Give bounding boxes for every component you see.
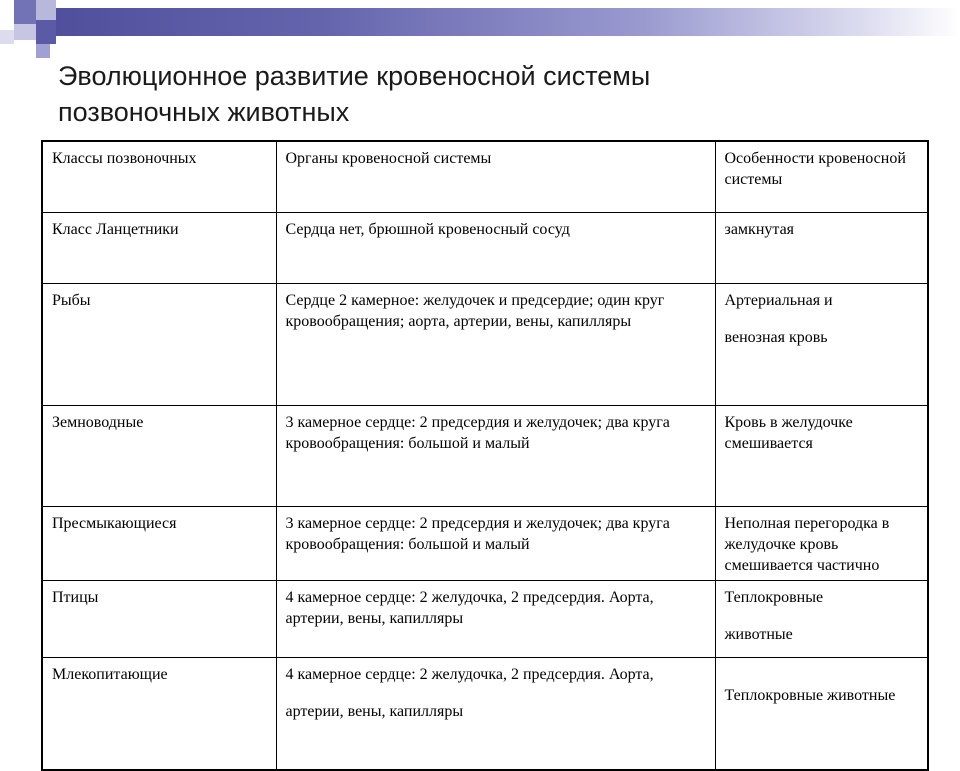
header-cell: Особенности кровеносной системы	[715, 141, 928, 213]
table-row	[42, 406, 928, 507]
features-cell	[715, 581, 928, 658]
class-cell: Млекопитающие	[42, 658, 276, 771]
features-cell: Неполная перегородка в желудочке кровь смешивается частично	[715, 507, 928, 581]
features-cell: Кровь в желудочке смешивается	[715, 406, 928, 507]
decor-square	[14, 24, 36, 40]
decor-square	[36, 44, 50, 58]
decor-square	[36, 0, 56, 20]
features-line: животные	[724, 626, 793, 643]
class-cell: Класс Ланцетники	[42, 213, 276, 284]
organs-line: 4 камерное сердце: 2 желудочка, 2 предсердия. Аорта,	[285, 666, 654, 683]
organs-cell: 3 камерное сердце: 2 предсердия и желудочек; два круга кровообращения: большой и малый	[276, 406, 715, 507]
header-cell: Органы кровеносной системы	[276, 141, 715, 213]
features-line: венозная кровь	[724, 329, 828, 346]
organs-cell: 4 камерное сердце: 2 желудочка, 2 предсердия. Аорта, артерии, вены, капилляры	[276, 581, 715, 658]
class-cell: Рыбы	[42, 284, 276, 406]
slide-title	[58, 58, 918, 130]
features-line: Артериальная и	[724, 292, 833, 309]
header-cell: Классы позвоночных	[42, 141, 276, 213]
table-row	[42, 658, 928, 771]
class-cell: Земноводные	[42, 406, 276, 507]
table-row	[42, 284, 928, 406]
organs-cell: Сердца нет, брюшной кровеносный сосуд	[276, 213, 715, 284]
title-line-2: позвоночных животных	[58, 97, 350, 127]
decor-square	[14, 0, 36, 24]
table-row	[42, 581, 928, 658]
title-line-1: Эволюционное развитие кровеносной системы	[58, 61, 651, 91]
organs-cell: 3 камерное сердце: 2 предсердия и желудочек; два круга кровообращения: большой и малый	[276, 507, 715, 581]
features-line: Теплокровные	[724, 589, 824, 606]
table-row	[42, 213, 928, 284]
organs-cell: Сердце 2 камерное: желудочек и предсердие; один круг кровообращения; аорта, артерии, вены, капилляры	[276, 284, 715, 406]
organs-line: артерии, вены, капилляры	[285, 703, 464, 720]
features-cell: замкнутая	[715, 213, 928, 284]
organs-cell	[276, 658, 715, 771]
features-cell	[715, 284, 928, 406]
table-header-row	[42, 141, 928, 213]
class-cell: Пресмыкающиеся	[42, 507, 276, 581]
decor-square	[0, 30, 14, 44]
features-cell: Теплокровные животные	[715, 658, 928, 771]
circulatory-system-table	[41, 140, 929, 771]
class-cell: Птицы	[42, 581, 276, 658]
decor-gradient-bar	[56, 8, 960, 36]
table-row	[42, 507, 928, 581]
decor-square	[36, 20, 56, 44]
